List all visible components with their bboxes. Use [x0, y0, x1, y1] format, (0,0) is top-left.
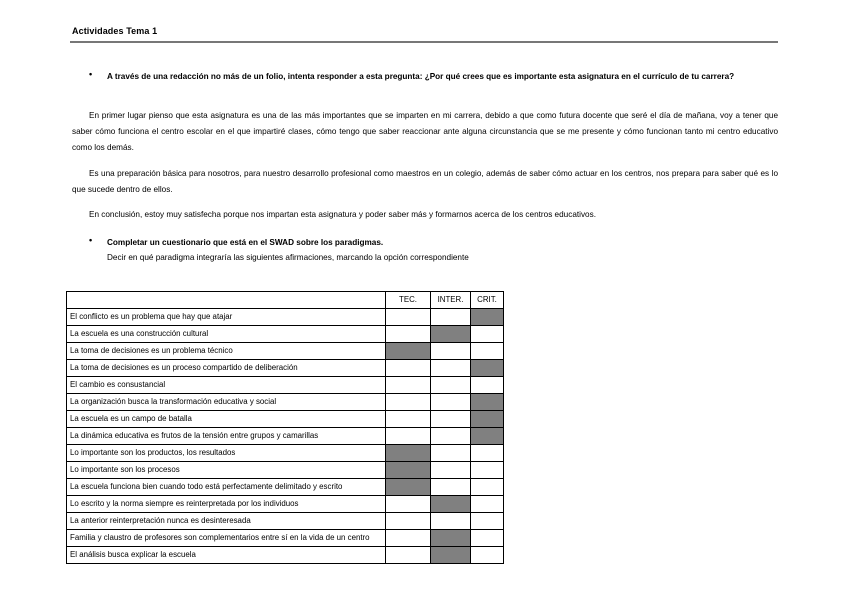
- answer-cell-crit[interactable]: [471, 428, 504, 445]
- statement-cell: El conflicto es un problema que hay que atajar: [67, 309, 386, 326]
- table-row: [67, 547, 504, 564]
- answer-cell-tec[interactable]: [386, 360, 431, 377]
- statement-cell: La anterior reinterpretación nunca es desinteresada: [67, 513, 386, 530]
- statement-cell: Familia y claustro de profesores son complementarios entre sí en la vida de un centro: [67, 530, 386, 547]
- statement-cell: La escuela es un campo de batalla: [67, 411, 386, 428]
- answer-cell-tec[interactable]: [386, 479, 431, 496]
- answer-cell-tec[interactable]: [386, 394, 431, 411]
- statement-cell: El análisis busca explicar la escuela: [67, 547, 386, 564]
- column-header-crit: CRIT.: [471, 292, 504, 309]
- answer-cell-crit[interactable]: [471, 411, 504, 428]
- answer-cell-crit[interactable]: [471, 547, 504, 564]
- statement-cell: El cambio es consustancial: [67, 377, 386, 394]
- answer-cell-inter[interactable]: [431, 394, 471, 411]
- statement-cell: La escuela funciona bien cuando todo está perfectamente delimitado y escrito: [67, 479, 386, 496]
- answer-cell-crit[interactable]: [471, 513, 504, 530]
- column-header-inter: INTER.: [431, 292, 471, 309]
- answer-cell-inter[interactable]: [431, 411, 471, 428]
- answer-cell-tec[interactable]: [386, 530, 431, 547]
- answer-cell-tec[interactable]: [386, 326, 431, 343]
- answer-cell-tec[interactable]: [386, 428, 431, 445]
- table-row: [67, 309, 504, 326]
- table-header-row: [67, 292, 504, 309]
- question-1: A través de una redacción no más de un folio, intenta responder a esta pregunta: ¿Por qué crees que es importante esta asignatura en el currículo de tu carrera?: [107, 72, 735, 81]
- answer-cell-inter[interactable]: [431, 513, 471, 530]
- answer-cell-inter[interactable]: [431, 496, 471, 513]
- answer-cell-tec[interactable]: [386, 309, 431, 326]
- statement-cell: La escuela es una construcción cultural: [67, 326, 386, 343]
- table-row: [67, 513, 504, 530]
- table-row: [67, 496, 504, 513]
- answer-cell-tec[interactable]: [386, 445, 431, 462]
- answer-cell-crit[interactable]: [471, 496, 504, 513]
- answer-cell-inter[interactable]: [431, 428, 471, 445]
- question-2-title: Completar un cuestionario que está en el SWAD sobre los paradigmas.: [107, 238, 384, 247]
- answer-cell-inter[interactable]: [431, 377, 471, 394]
- statement-cell: Lo escrito y la norma siempre es reinterpretada por los individuos: [67, 496, 386, 513]
- header-divider: [70, 41, 778, 43]
- table-row: [67, 394, 504, 411]
- answer-cell-tec[interactable]: [386, 411, 431, 428]
- answer-cell-crit[interactable]: [471, 377, 504, 394]
- answer-cell-crit[interactable]: [471, 326, 504, 343]
- answer-cell-inter[interactable]: [431, 530, 471, 547]
- statement-cell: La toma de decisiones es un problema técnico: [67, 343, 386, 360]
- answer-cell-tec[interactable]: [386, 462, 431, 479]
- bullet-icon: •: [89, 69, 93, 79]
- question-2: [107, 235, 778, 265]
- table-row: [67, 445, 504, 462]
- table-row: [67, 377, 504, 394]
- table-row: [67, 530, 504, 547]
- answer-cell-crit[interactable]: [471, 360, 504, 377]
- answer-cell-crit[interactable]: [471, 462, 504, 479]
- answer-cell-inter[interactable]: [431, 326, 471, 343]
- table-row: [67, 343, 504, 360]
- column-header-tec: TEC.: [386, 292, 431, 309]
- answer-cell-inter[interactable]: [431, 479, 471, 496]
- table-row: [67, 428, 504, 445]
- page-header-title: Actividades Tema 1: [72, 26, 158, 36]
- header-statement-cell: [67, 292, 386, 309]
- table-row: [67, 479, 504, 496]
- answer-cell-inter[interactable]: [431, 445, 471, 462]
- statement-cell: Lo importante son los procesos: [67, 462, 386, 479]
- answer-cell-tec[interactable]: [386, 496, 431, 513]
- paradigms-table: [66, 291, 504, 564]
- answer-paragraph-1: En primer lugar pienso que esta asignatura es una de las más importantes que se imparten en mi carrera, debido a que como futura docente que seré el día de mañana, voy a tener que saber cómo funciona el centro escolar en el que impartiré clases, cómo tengo que saber reaccionar ante alguna circunstancia que se me presente y cómo funcionan tanto mi centro educativo como los demás.: [72, 111, 778, 153]
- answer-cell-tec[interactable]: [386, 343, 431, 360]
- answer-cell-crit[interactable]: [471, 479, 504, 496]
- answer-cell-crit[interactable]: [471, 309, 504, 326]
- table-row: [67, 326, 504, 343]
- answer-cell-inter[interactable]: [431, 462, 471, 479]
- answer-cell-inter[interactable]: [431, 547, 471, 564]
- table-row: [67, 411, 504, 428]
- answer-cell-crit[interactable]: [471, 343, 504, 360]
- table-row: [67, 360, 504, 377]
- answer-cell-crit[interactable]: [471, 445, 504, 462]
- answer-cell-inter[interactable]: [431, 360, 471, 377]
- answer-paragraph-3: En conclusión, estoy muy satisfecha porque nos impartan esta asignatura y poder saber más y formarnos acerca de los centros educativos.: [89, 210, 596, 219]
- question-2-instruction: Decir en qué paradigma integraría las siguientes afirmaciones, marcando la opción correspondiente: [107, 253, 469, 262]
- statement-cell: La dinámica educativa es frutos de la tensión entre grupos y camarillas: [67, 428, 386, 445]
- bullet-icon: •: [89, 235, 93, 245]
- table-body: [67, 309, 504, 564]
- answer-paragraph-2: Es una preparación básica para nosotros, para nuestro desarrollo profesional como maestros en un colegio, además de saber cómo actuar en los centros, nos prepara para saber qué es lo que sucede dentro de ellos.: [72, 169, 778, 195]
- answer-cell-tec[interactable]: [386, 547, 431, 564]
- answer-cell-crit[interactable]: [471, 530, 504, 547]
- answer-cell-tec[interactable]: [386, 377, 431, 394]
- statement-cell: La toma de decisiones es un proceso compartido de deliberación: [67, 360, 386, 377]
- answer-cell-crit[interactable]: [471, 394, 504, 411]
- table-row: [67, 462, 504, 479]
- answer-cell-inter[interactable]: [431, 309, 471, 326]
- answer-cell-inter[interactable]: [431, 343, 471, 360]
- statement-cell: La organización busca la transformación educativa y social: [67, 394, 386, 411]
- statement-cell: Lo importante son los productos, los resultados: [67, 445, 386, 462]
- answer-cell-tec[interactable]: [386, 513, 431, 530]
